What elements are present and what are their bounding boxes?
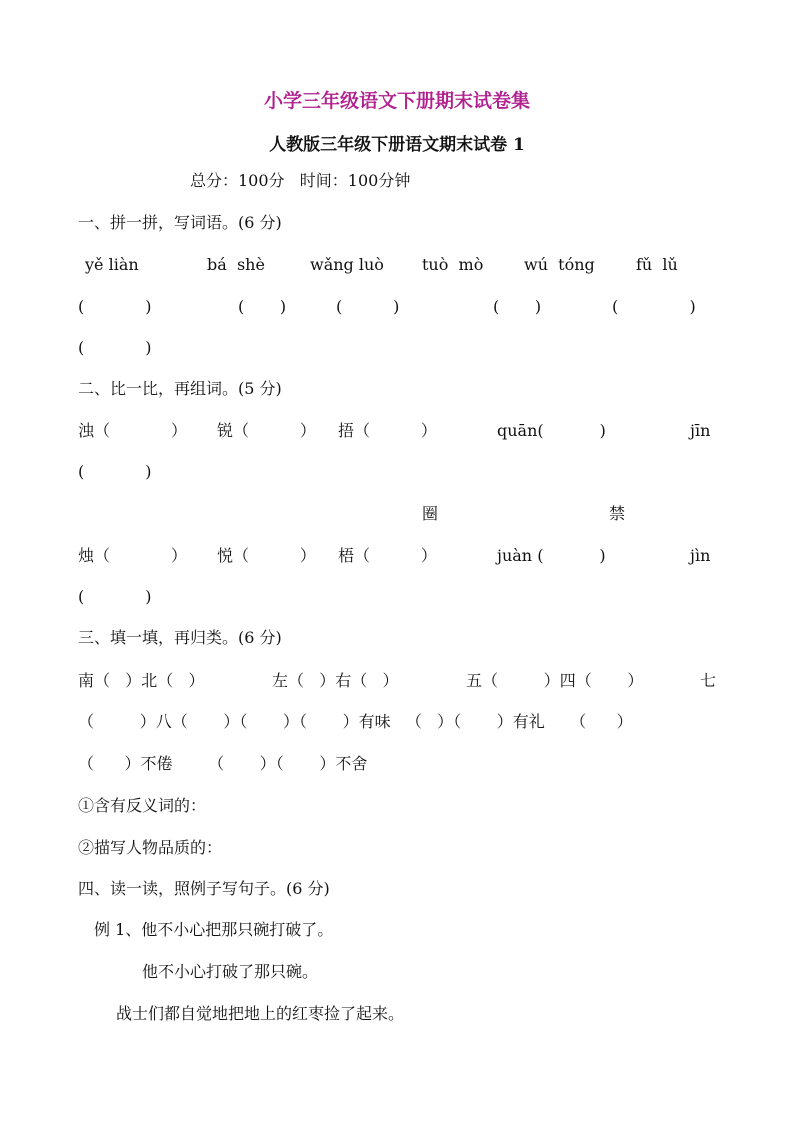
answer-blank-2[interactable]: ( ) [238,297,287,316]
pinyin-2: bá shè [207,255,265,274]
pinyin-3: wǎng luò [310,255,384,274]
compare-zhuo[interactable]: 浊（ ） [78,421,188,440]
compare-wu[interactable]: 捂（ ） [338,421,437,440]
score-time-line: 总分：100分 时间：100分钟 [190,171,411,190]
pinyin-1: yě liàn [85,255,139,274]
compare-quan[interactable]: quān( ) [497,421,606,440]
compare-wrap-blank-2[interactable]: ( ) [78,587,152,606]
q3-heading: 三、填一填，再归类。(6 分) [78,628,282,647]
pinyin-6: fǔ lǔ [636,255,678,274]
task-sentence: 战士们都自觉地把地上的红枣捡了起来。 [116,1004,405,1023]
compare-wu2[interactable]: 梧（ ） [338,546,437,565]
char-jin: 禁 [609,504,626,523]
pinyin-5: wú tóng [524,255,595,274]
fill-row-2[interactable]: （ ）八（ ）（ ）（ ）有味 （ ）（ ）有礼 （ ） [78,712,633,731]
answer-blank-4[interactable]: ( ) [493,297,542,316]
fill-nan-bei[interactable]: 南（ ）北（ ） [78,671,205,690]
q4-heading: 四、读一读，照例子写句子。(6 分) [78,879,330,898]
q1-heading: 一、拼一拼，写词语。(6 分) [78,213,282,232]
answer-blank-5[interactable]: ( ) [612,297,696,316]
classify-antonyms: ①含有反义词的： [78,796,207,815]
example-answer: 他不小心打破了那只碗。 [142,962,319,981]
example-sentence: 例 1、他不小心把那只碗打破了。 [94,920,334,939]
fill-row-3[interactable]: （ ）不倦 （ ）（ ）不舍 [78,754,368,773]
compare-zhu[interactable]: 烛（ ） [78,546,188,565]
compare-jin2-pinyin: jìn [690,546,711,565]
fill-zuo-you[interactable]: 左（ ）右（ ） [272,671,399,690]
compare-yue[interactable]: 悦（ ） [217,546,316,565]
answer-blank-1[interactable]: ( ) [78,297,152,316]
compare-juan[interactable]: juàn ( ) [497,546,606,565]
char-quan: 圈 [422,504,439,523]
answer-blank-3[interactable]: ( ) [336,297,400,316]
document-title: 小学三年级语文下册期末试卷集 [263,90,530,112]
compare-wrap-blank-1[interactable]: ( ) [78,462,152,481]
pinyin-4: tuò mò [422,255,484,274]
compare-rui[interactable]: 锐（ ） [217,421,316,440]
fill-qi: 七 [700,671,717,690]
q2-heading: 二、比一比，再组词。(5 分) [78,379,282,398]
exam-subtitle: 人教版三年级下册语文期末试卷 1 [269,135,525,155]
classify-qualities: ②描写人物品质的： [78,838,223,857]
fill-wu-si[interactable]: 五（ ）四（ ） [466,671,644,690]
compare-jin-pinyin: jīn [690,421,711,440]
answer-blank-6[interactable]: ( ) [78,338,152,357]
